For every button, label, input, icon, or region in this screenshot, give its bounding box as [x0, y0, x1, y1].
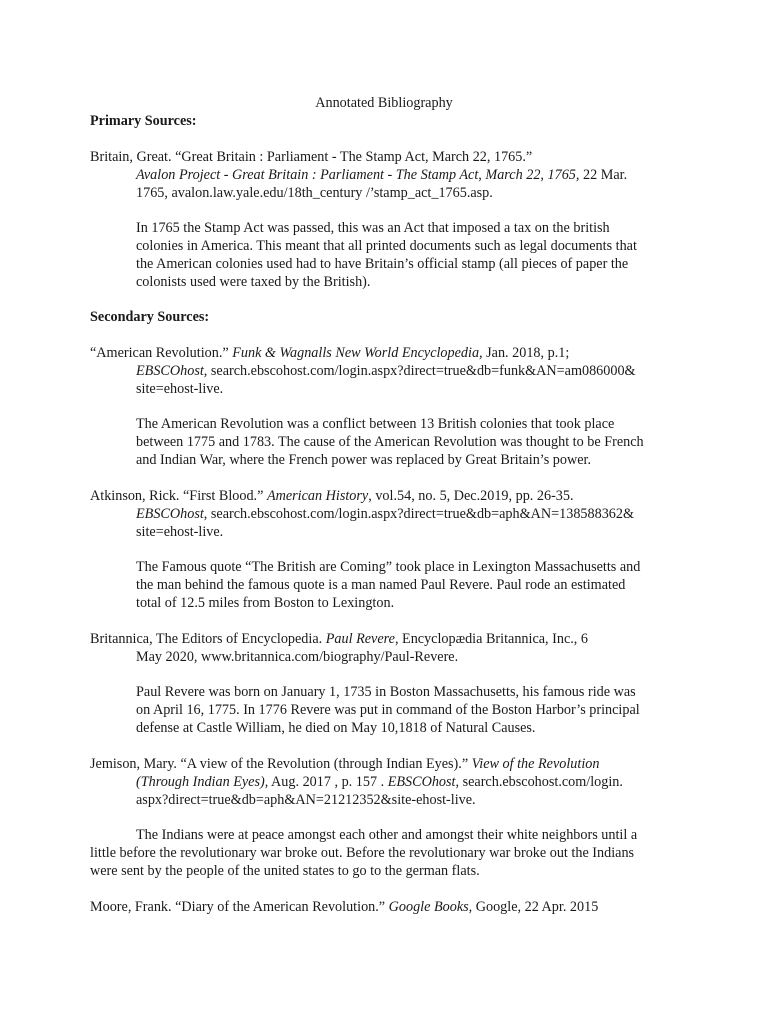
annotation-paul-revere: Paul Revere was born on January 1, 1735 in Boston Massachusetts, his famous ride was on April 16, 1775. In 1776 Revere was put in command of the Boston Harbor’s principal defense at Castle William, he died on May 10,1818 of Natural Causes.: [136, 684, 640, 736]
citation-first-blood: Atkinson, Rick. “First Blood.” American History, vol.54, no. 5, Dec.2019, pp. 26-35. EBSCOhost, search.ebscohost.com/login.aspx?direct=true&db=aph&AN=138588362& site=ehost-live.: [90, 488, 635, 540]
document-title: Annotated Bibliography: [315, 95, 453, 111]
secondary-sources-heading: Secondary Sources:: [90, 309, 210, 325]
citation-diary-revolution: Moore, Frank. “Diary of the American Revolution.” Google Books, Google, 22 Apr. 2015: [90, 899, 599, 915]
annotation-american-revolution: The American Revolution was a conflict between 13 British colonies that took place between 1775 and 1783. The cause of the American Revolution was thought to be French and Indian War, where the French power was replaced by Great Britain’s power.: [136, 416, 644, 468]
citation-indian-eyes: Jemison, Mary. “A view of the Revolution (through Indian Eyes).” View of the Revolution (Through Indian Eyes), Aug. 2017 , p. 157 . EBSCOhost, search.ebscohost.com/login. aspx?direct=true&db=aph&AN=21212352&site-ehost-live.: [90, 756, 623, 808]
annotation-indian-eyes: The Indians were at peace amongst each other and amongst their white neighbors until a little before the revolutionary war broke out. Before the revolutionary war broke out the Indians were sent by the people of the united states to go to the german flats.: [90, 827, 638, 879]
citation-stamp-act: Britain, Great. “Great Britain : Parliament - The Stamp Act, March 22, 1765.” Avalon Project - Great Britain : Parliament - The Stamp Act, March 22, 1765, 22 Mar. 1765, avalon.law.yale.edu/18th_century /’stamp_act_1765.asp.: [90, 149, 628, 201]
annotation-stamp-act: In 1765 the Stamp Act was passed, this was an Act that imposed a tax on the british colonies in America. This meant that all printed documents such as legal documents that the American colonies used had to have Britain’s official stamp (all pieces of paper the colonists used were taxed by the British).: [136, 220, 637, 290]
primary-sources-heading: Primary Sources:: [90, 113, 197, 129]
citation-paul-revere: Britannica, The Editors of Encyclopedia. Paul Revere, Encyclopædia Britannica, Inc., 6 May 2020, www.britannica.com/biography/Paul-Revere.: [90, 631, 588, 665]
citation-american-revolution: “American Revolution.” Funk & Wagnalls New World Encyclopedia, Jan. 2018, p.1; EBSCOhost, search.ebscohost.com/login.aspx?direct=true&db=funk&AN=am086000& site=ehost-live.: [90, 345, 636, 397]
annotation-first-blood: The Famous quote “The British are Coming” took place in Lexington Massachusetts and the man behind the famous quote is a man named Paul Revere. Paul rode an estimated total of 12.5 miles from Boston to Lexington.: [136, 559, 641, 611]
